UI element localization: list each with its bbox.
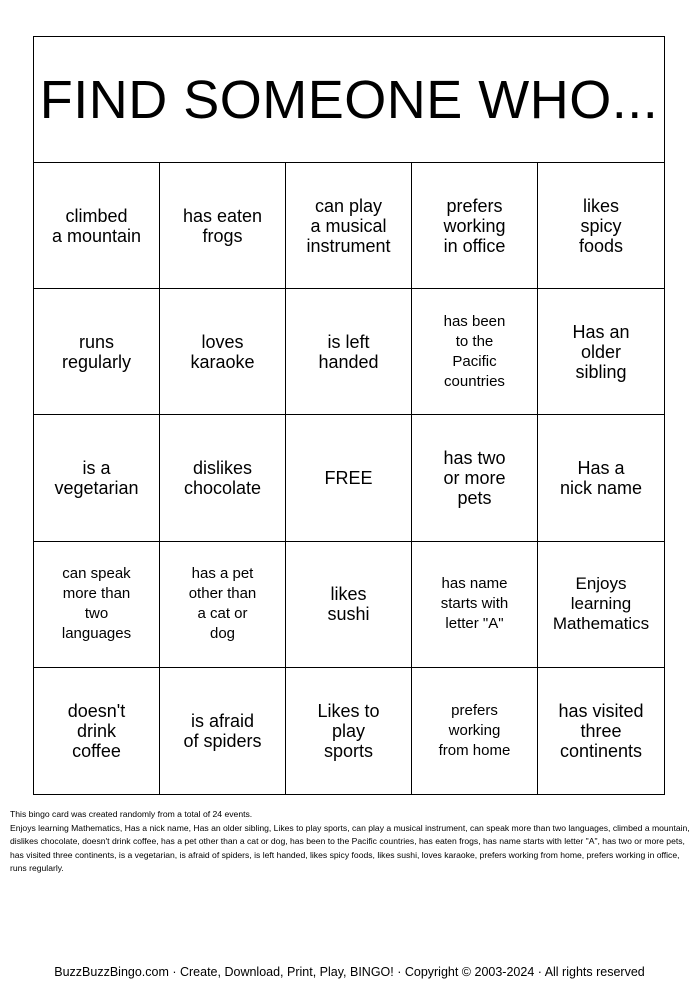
cell-text: dislikes chocolate bbox=[183, 457, 262, 498]
bingo-cell bbox=[34, 415, 160, 541]
bingo-cell bbox=[538, 668, 664, 794]
bingo-cell bbox=[412, 668, 538, 794]
cell-text: has visited three continents bbox=[558, 700, 644, 761]
bingo-cell bbox=[412, 542, 538, 668]
cell-text: loves karaoke bbox=[190, 331, 255, 372]
cell-text: has name starts with letter "A" bbox=[440, 575, 509, 633]
card-title: FIND SOMEONE WHO... bbox=[34, 37, 664, 163]
card-notes bbox=[10, 808, 690, 876]
bingo-cell bbox=[286, 163, 412, 289]
bingo-cell bbox=[34, 163, 160, 289]
cell-text: Has a nick name bbox=[559, 457, 643, 498]
cell-text: can play a musical instrument bbox=[306, 195, 391, 256]
cell-text: doesn't drink coffee bbox=[67, 700, 126, 761]
notes-event-list: Enjoys learning Mathematics, Has a nick name, Has an older sibling, Likes to play sports, can play a musical instrument, can speak more than two languages, climbed a mountain, dislikes chocolate, doesn't drink coffee, has a pet other than a cat or dog, has been to the Pacific countries, has eaten frogs, has name starts with letter "A", has two or more pets, has visited three continents, is a vegetarian, is afraid of spiders, is left handed, likes spicy foods, likes sushi, loves karaoke, prefers working from home, prefers working in office, runs regularly. bbox=[10, 822, 690, 874]
bingo-cell bbox=[34, 542, 160, 668]
notes-intro: This bingo card was created randomly from a total of 24 events. bbox=[10, 809, 253, 819]
cell-text: climbed a mountain bbox=[51, 205, 142, 246]
bingo-cell bbox=[34, 668, 160, 794]
cell-text: Enjoys learning Mathematics bbox=[552, 574, 650, 634]
bingo-card bbox=[33, 36, 665, 795]
bingo-cell bbox=[286, 289, 412, 415]
bingo-cell bbox=[286, 668, 412, 794]
bingo-cell bbox=[538, 163, 664, 289]
cell-text: is afraid of spiders bbox=[183, 710, 262, 751]
cell-text: is left handed bbox=[318, 331, 379, 372]
cell-text: has two or more pets bbox=[443, 447, 506, 508]
cell-text: likes spicy foods bbox=[578, 195, 624, 256]
bingo-cell bbox=[160, 542, 286, 668]
cell-text: runs regularly bbox=[61, 331, 132, 372]
bingo-cell bbox=[160, 668, 286, 794]
cell-text: Has an older sibling bbox=[572, 321, 630, 382]
bingo-cell bbox=[160, 163, 286, 289]
cell-text: is a vegetarian bbox=[54, 457, 139, 498]
cell-text: prefers working in office bbox=[443, 195, 506, 256]
cell-text: has a pet other than a cat or dog bbox=[188, 565, 257, 643]
bingo-cell bbox=[160, 289, 286, 415]
bingo-cell bbox=[538, 415, 664, 541]
bingo-cell bbox=[538, 289, 664, 415]
cell-text: has eaten frogs bbox=[182, 205, 263, 246]
bingo-cell bbox=[412, 289, 538, 415]
cell-text: prefers working from home bbox=[438, 701, 511, 759]
cell-text: FREE bbox=[324, 467, 373, 488]
bingo-cell bbox=[34, 289, 160, 415]
cell-text: likes sushi bbox=[327, 584, 370, 625]
bingo-cell bbox=[412, 163, 538, 289]
bingo-cell-free bbox=[286, 415, 412, 541]
bingo-cell bbox=[160, 415, 286, 541]
bingo-cell bbox=[538, 542, 664, 668]
bingo-cell bbox=[412, 415, 538, 541]
cell-text: has been to the Pacific countries bbox=[443, 312, 506, 390]
cell-text: Likes to play sports bbox=[317, 700, 380, 761]
bingo-cell bbox=[286, 542, 412, 668]
page-footer: BuzzBuzzBingo.com · Create, Download, Print, Play, BINGO! · Copyright © 2003-2024 · All rights reserved bbox=[54, 965, 645, 979]
cell-text: can speak more than two languages bbox=[61, 565, 132, 643]
bingo-grid bbox=[34, 163, 664, 794]
